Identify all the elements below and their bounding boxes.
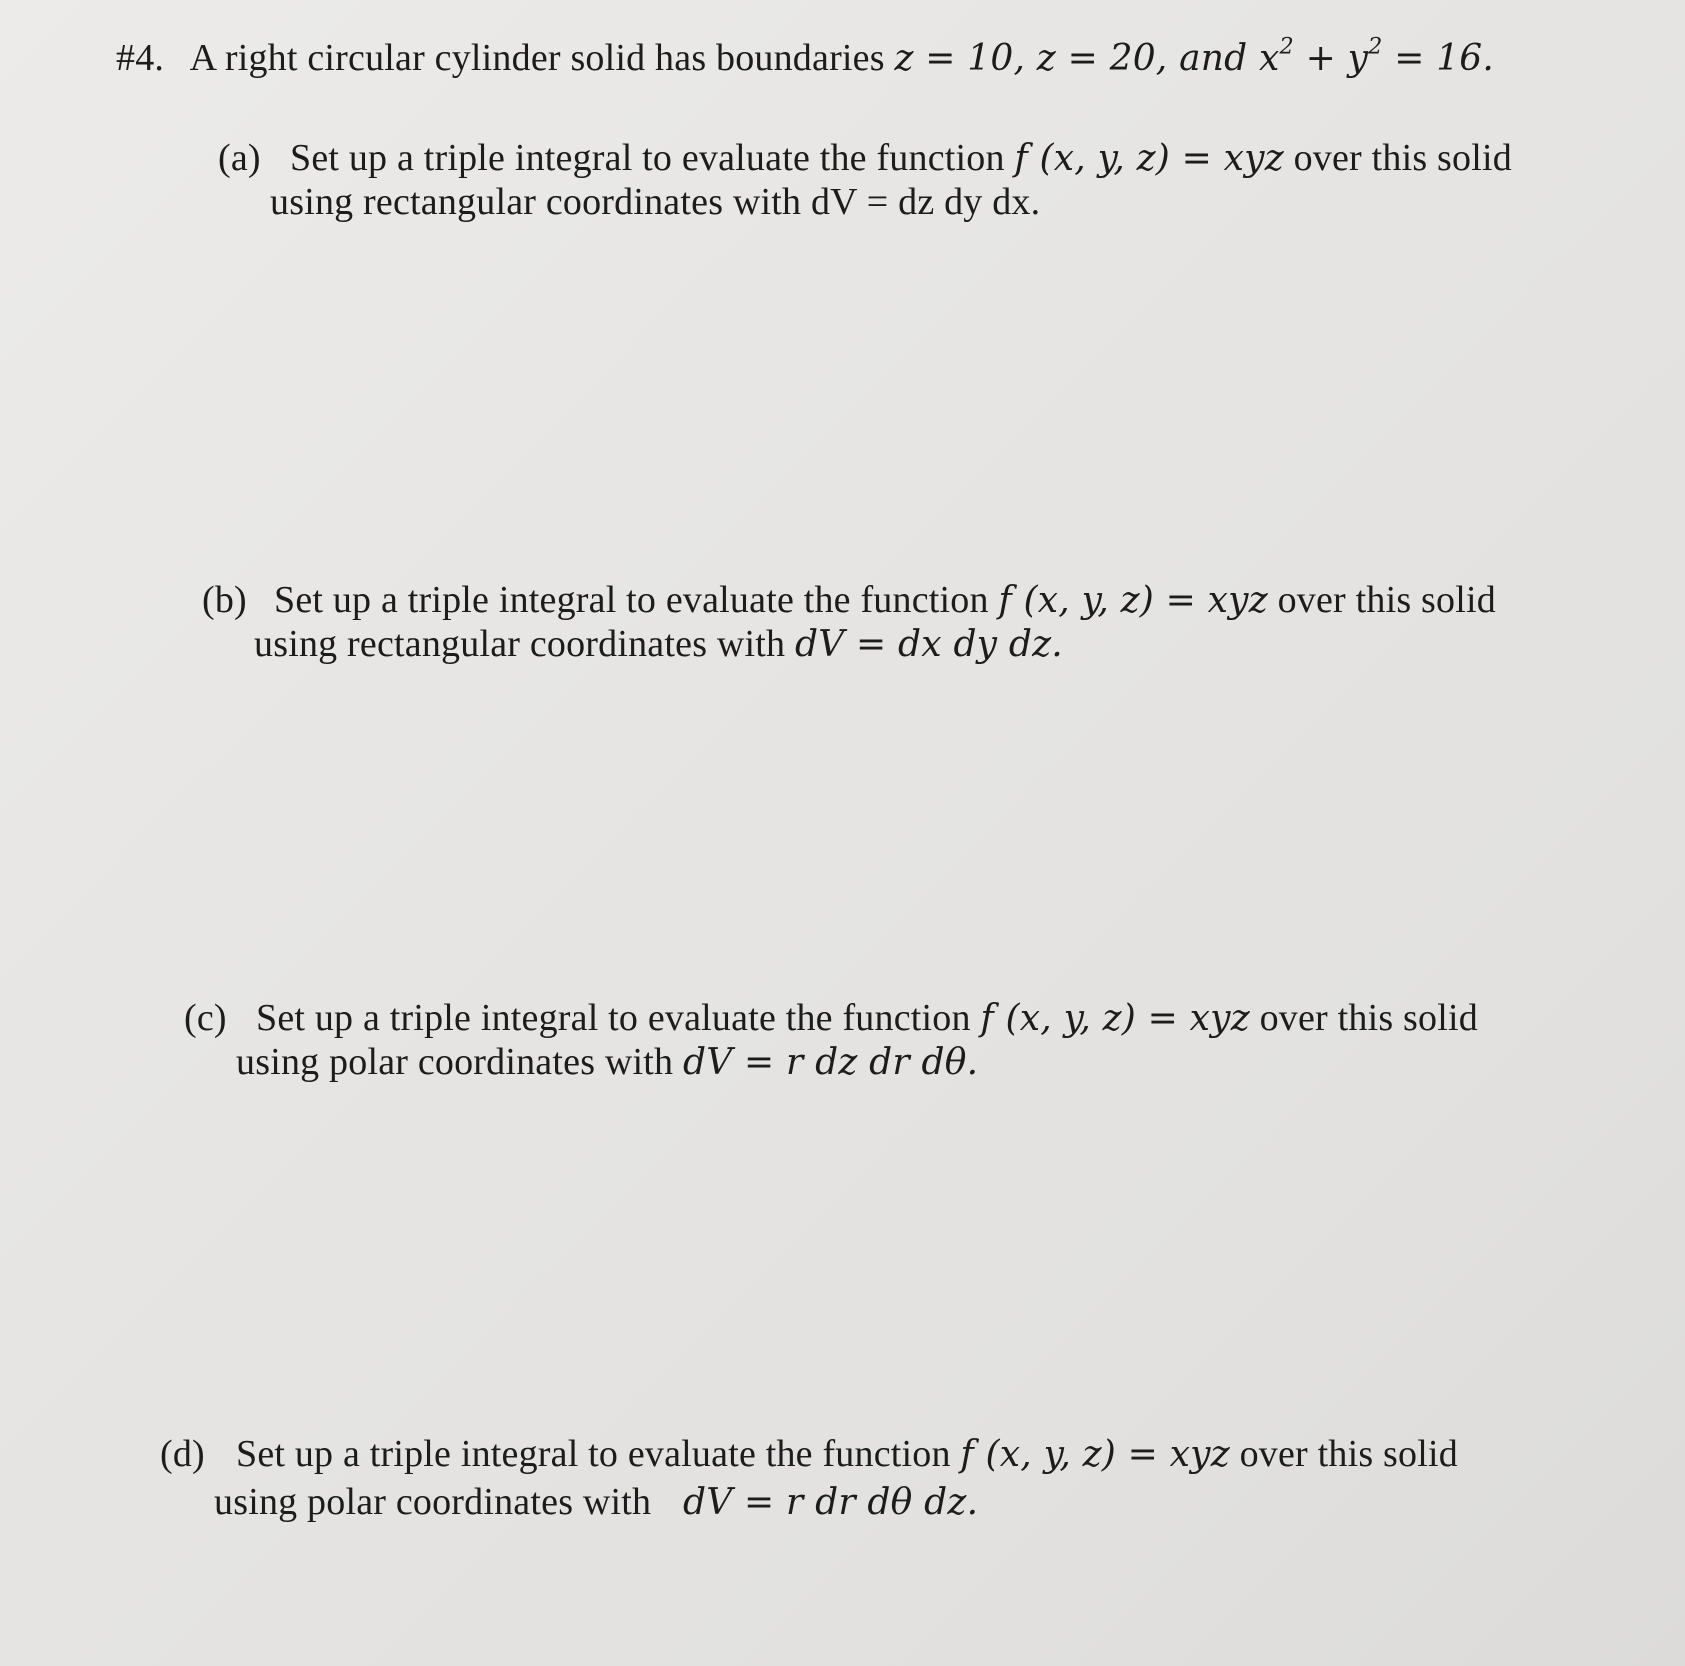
part-a-line-2-text: using rectangular coordinates with dV = dz dy dx. — [270, 181, 1041, 223]
part-a-tail: over this solid — [1283, 137, 1512, 179]
part-a-label: (a) — [218, 137, 261, 179]
part-d-tail: over this solid — [1229, 1433, 1458, 1475]
problem-stem-math — [894, 33, 1495, 79]
part-d-function: f (x, y, z) = xyz — [960, 1434, 1230, 1475]
stem-math-end: = 16. — [1382, 38, 1495, 79]
part-b-text: Set up a triple integral to evaluate the function — [274, 579, 999, 621]
stem-math-part: z = 10, z = 20, and x — [894, 38, 1280, 79]
part-d-line-2 — [214, 1480, 978, 1524]
part-c-text: Set up a triple integral to evaluate the function — [256, 997, 981, 1039]
part-b-function: f (x, y, z) = xyz — [998, 580, 1268, 621]
part-c-line-2-text: using polar coordinates with — [236, 1041, 683, 1083]
part-b-label: (b) — [202, 579, 247, 621]
part-a-line-2 — [270, 180, 1040, 224]
part-c-line-2 — [236, 1040, 978, 1084]
part-b-line-2 — [254, 622, 1063, 666]
part-a-function: f (x, y, z) = xyz — [1014, 138, 1284, 179]
part-b-tail: over this solid — [1267, 579, 1496, 621]
part-c-function: f (x, y, z) = xyz — [980, 998, 1250, 1039]
part-d-line-2-text: using polar coordinates with — [214, 1481, 661, 1523]
stem-exp-2: 2 — [1368, 33, 1383, 60]
part-b-line-2-text: using rectangular coordinates with — [254, 623, 795, 665]
part-c-label: (c) — [184, 997, 227, 1039]
stem-math-mid: + y — [1293, 38, 1369, 79]
part-c-tail: over this solid — [1249, 997, 1478, 1039]
problem-statement — [116, 33, 1495, 80]
problem-stem-text: A right circular cylinder solid has boundaries — [189, 37, 895, 79]
part-a-text: Set up a triple integral to evaluate the function — [290, 137, 1015, 179]
part-d-line-1 — [160, 1432, 1458, 1476]
part-c-line-1 — [184, 996, 1478, 1040]
part-c-differential: dV = r dz dr dθ. — [682, 1042, 979, 1083]
part-d-text: Set up a triple integral to evaluate the function — [236, 1433, 961, 1475]
part-a-line-1 — [218, 136, 1512, 180]
part-b-differential: dV = dx dy dz. — [794, 624, 1063, 665]
part-d-differential: dV = r dr dθ dz. — [682, 1482, 979, 1523]
stem-exp-1: 2 — [1279, 33, 1294, 60]
problem-number: #4. — [116, 37, 165, 79]
part-b-line-1 — [202, 578, 1496, 622]
part-d-label: (d) — [160, 1433, 205, 1475]
